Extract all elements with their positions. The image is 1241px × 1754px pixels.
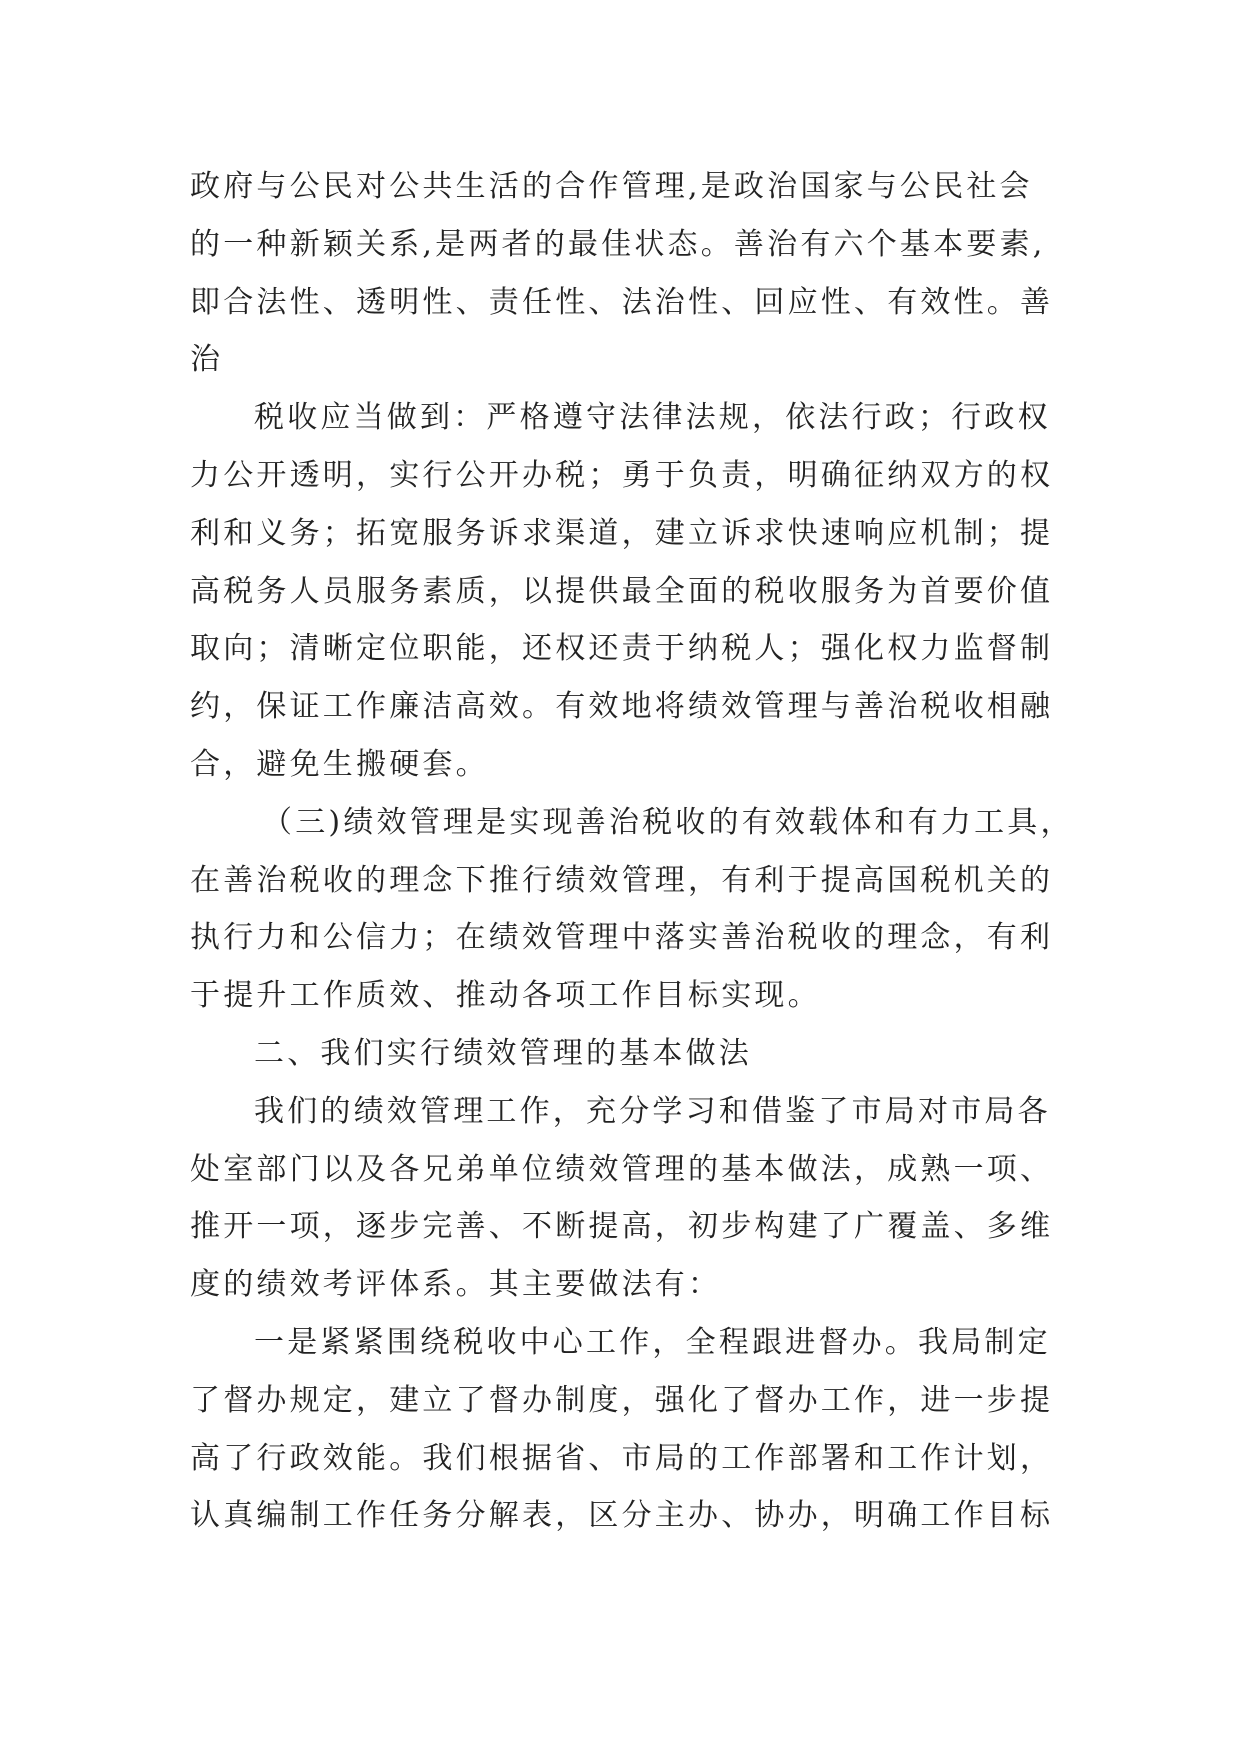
paragraph-line: 政府与公民对公共生活的合作管理,是政治国家与公民社会 [190,169,1033,204]
paragraph-line: 认真编制工作任务分解表，区分主办、协办，明确工作目标 [190,1498,1054,1534]
paragraph-line: 在善治税收的理念下推行绩效管理，有利于提高国税机关的 [190,862,1054,898]
paragraph-line: 的一种新颖关系,是两者的最佳状态。善治有六个基本要素, [190,226,1046,262]
paragraph-line: 执行力和公信力；在绩效管理中落实善治税收的理念，有利 [190,920,1054,956]
paragraph-line: 税收应当做到：严格遵守法律法规，依法行政；行政权 [254,400,1051,436]
paragraph-line: 高了行政效能。我们根据省、市局的工作部署和工作计划， [190,1440,1054,1476]
paragraph-line: 推开一项，逐步完善、不断提高，初步构建了广覆盖、多维 [190,1209,1054,1245]
paragraph-line: （三)绩效管理是实现善治税收的有效载体和有力工具， [262,804,1074,840]
paragraph-line: 于提升工作质效、推动各项工作目标实现。 [190,978,821,1014]
paragraph-line: 度的绩效考评体系。其主要做法有： [190,1267,722,1303]
paragraph-line: 我们的绩效管理工作，充分学习和借鉴了市局对市局各 [254,1093,1051,1129]
paragraph-line: 高税务人员服务素质，以提供最全面的税收服务为首要价值 [190,573,1054,609]
paragraph-line: 利和义务；拓宽服务诉求渠道，建立诉求快速响应机制；提 [190,515,1054,551]
paragraph-line: 力公开透明，实行公开办税；勇于负责，明确征纳双方的权 [190,457,1054,493]
paragraph-line: 了督办规定，建立了督办制度，强化了督办工作，进一步提 [190,1382,1054,1418]
paragraph-line: 即合法性、透明性、责任性、法治性、回应性、有效性。善 [190,284,1054,320]
paragraph-line: 取向；清晰定位职能，还权还责于纳税人；强化权力监督制 [190,631,1054,667]
paragraph-line: 一是紧紧围绕税收中心工作，全程跟进督办。我局制定 [254,1324,1051,1360]
paragraph-line: 合，避免生搬硬套。 [190,746,489,782]
section-heading: 二、我们实行绩效管理的基本做法 [254,1035,752,1071]
paragraph-line: 约，保证工作廉洁高效。有效地将绩效管理与善治税收相融 [190,689,1054,725]
paragraph-line: 处室部门以及各兄弟单位绩效管理的基本做法，成熟一项、 [190,1151,1054,1187]
paragraph-line: 治 [190,342,224,378]
document-body [190,158,1074,1545]
